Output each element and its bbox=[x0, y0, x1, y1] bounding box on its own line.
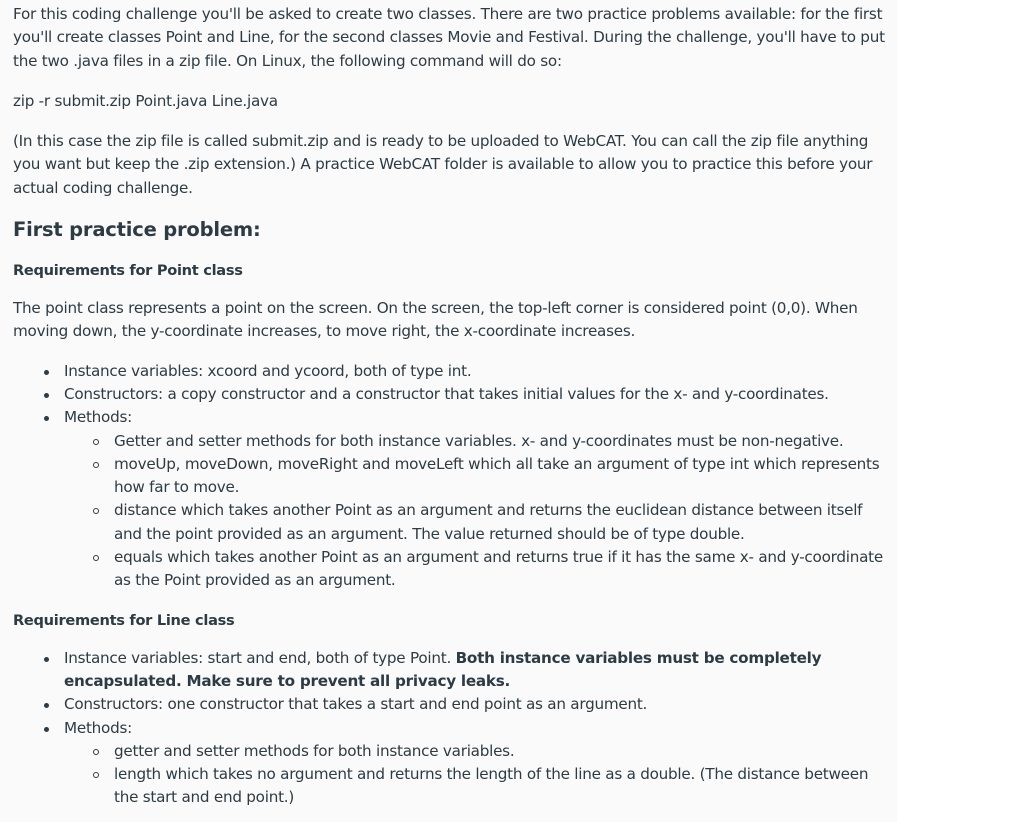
first-problem-heading: First practice problem: bbox=[13, 218, 261, 242]
instance-variables-text: Instance variables: start and end, both of type Point. bbox=[64, 648, 456, 667]
point-methods-list bbox=[64, 430, 887, 593]
point-requirements-list bbox=[13, 360, 887, 593]
list-item: moveUp, moveDown, moveRight and moveLeft which all take an argument of type int which represents how far to move. bbox=[114, 453, 887, 500]
list-item: distance which takes another Point as an argument and returns the euclidean distance between itself and the point provided as an argument. The value returned should be of type double. bbox=[114, 499, 887, 546]
intro-paragraph: For this coding challenge you'll be asked to create two classes. There are two practice problems available: for the first you'll create classes Point and Line, for the second classes Movie and Festival. During the challenge, you'll have to put the two .java files in a zip file. On Linux, the following command will do so: bbox=[13, 5, 885, 70]
list-item: Constructors: a copy constructor and a constructor that takes initial values for the x- and y-coordinates. bbox=[64, 383, 887, 406]
list-item: Getter and setter methods for both instance variables. x- and y-coordinates must be non-negative. bbox=[114, 430, 887, 453]
encapsulation-warning: Both instance variables must be completely encapsulated. Make sure to prevent all privacy leaks. bbox=[64, 648, 822, 690]
list-item: length which takes no argument and returns the length of the line as a double. (The distance between the start and end point.) bbox=[114, 763, 887, 810]
list-item: getter and setter methods for both instance variables. bbox=[114, 740, 887, 763]
list-item bbox=[64, 406, 887, 592]
zip-note-paragraph: (In this case the zip file is called submit.zip and is ready to be uploaded to WebCAT. You can call the zip file anything you want but keep the .zip extension.) A practice WebCAT folder is available to allow you to practice this before your actual coding challenge. bbox=[13, 132, 873, 197]
methods-label: Methods: bbox=[64, 718, 132, 737]
line-requirements-heading: Requirements for Line class bbox=[13, 611, 235, 629]
point-description: The point class represents a point on the screen. On the screen, the top-left corner is considered point (0,0). When moving down, the y-coordinate increases, to move right, the x-coordinate increases. bbox=[13, 299, 858, 341]
line-methods-list bbox=[64, 740, 887, 810]
list-item: Constructors: one constructor that takes a start and end point as an argument. bbox=[64, 693, 887, 716]
list-item bbox=[64, 717, 887, 810]
point-requirements-heading: Requirements for Point class bbox=[13, 262, 243, 280]
zip-command: zip -r submit.zip Point.java Line.java bbox=[13, 91, 278, 110]
list-item: equals which takes another Point as an argument and returns true if it has the same x- and y-coordinate as the Point provided as an argument. bbox=[114, 546, 887, 593]
line-requirements-list bbox=[13, 647, 887, 810]
methods-label: Methods: bbox=[64, 408, 132, 427]
list-item: Instance variables: xcoord and ycoord, both of type int. bbox=[64, 360, 887, 383]
list-item bbox=[64, 647, 887, 694]
